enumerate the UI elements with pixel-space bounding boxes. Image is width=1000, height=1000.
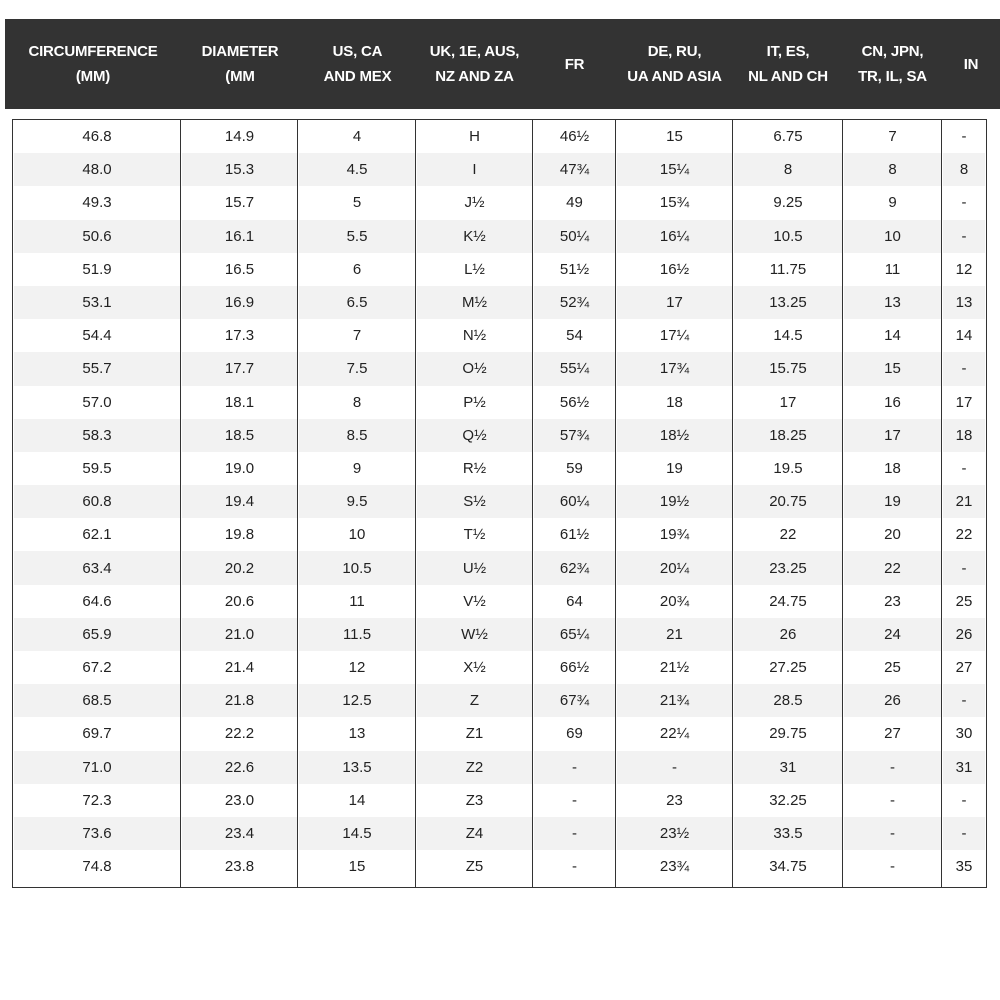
table-cell: 22.6: [182, 751, 297, 784]
table-cell: 57.0: [82, 393, 112, 411]
table-cell: 13.5: [299, 751, 415, 784]
table-cell: 26: [844, 684, 941, 717]
table-cell: 54.4: [82, 327, 112, 345]
table-cell: 50¼: [534, 220, 615, 253]
table-cell: 4: [352, 128, 362, 146]
table-cell: 8: [352, 393, 362, 411]
table-row: [13, 850, 986, 883]
table-cell: -: [572, 858, 577, 876]
table-cell: W½: [417, 618, 532, 651]
column-header: CN, JPN, TR, IL, SA: [858, 43, 927, 85]
table-cell: -: [534, 817, 615, 850]
table-cell: 17¾: [617, 352, 732, 385]
table-cell: 61½: [559, 526, 590, 544]
table-row: [13, 386, 986, 419]
table-cell: 19½: [617, 485, 732, 518]
table-cell: Q½: [417, 419, 532, 452]
table-cell: 60¼: [534, 485, 615, 518]
table-cell: 21.8: [182, 684, 297, 717]
table-cell: 17¼: [659, 327, 690, 345]
table-cell: 19.4: [182, 485, 297, 518]
table-cell: 15: [348, 858, 366, 876]
table-cell: 17.7: [182, 352, 297, 385]
table-cell: 10: [844, 220, 941, 253]
table-cell: 6.5: [299, 286, 415, 319]
table-cell: Z5: [465, 858, 484, 876]
table-cell: -: [890, 791, 895, 809]
table-cell: 8: [734, 153, 842, 186]
table-cell: 62.1: [82, 526, 112, 544]
table-cell: K½: [417, 220, 532, 253]
table-cell: 7: [352, 327, 362, 345]
table-cell: 10.5: [299, 551, 415, 584]
table-cell: 4.5: [299, 153, 415, 186]
table-cell: 13: [844, 286, 941, 319]
table-cell: 11: [884, 260, 901, 278]
table-cell: 18½: [617, 419, 732, 452]
table-cell: 31: [734, 751, 842, 784]
table-cell: 15.75: [734, 352, 842, 385]
table-cell: 9.5: [299, 485, 415, 518]
table-cell: 6.75: [773, 128, 803, 146]
table-cell: 52¾: [534, 286, 615, 319]
table-cell: 27: [884, 725, 901, 743]
table-cell: 56½: [559, 393, 590, 411]
column-header: IN: [963, 55, 979, 73]
table-cell: 21¾: [617, 684, 732, 717]
table-cell: 19.8: [224, 526, 255, 544]
table-cell: Z2: [417, 751, 532, 784]
table-cell: 69: [566, 725, 583, 743]
table-cell: I: [417, 153, 532, 186]
table-cell: 22: [844, 551, 941, 584]
table-cell: 53.1: [14, 286, 180, 319]
table-cell: -: [961, 791, 967, 809]
table-cell: 6: [352, 260, 362, 278]
table-cell: 17: [617, 286, 732, 319]
table-row: [13, 253, 986, 286]
table-cell: 47¾: [534, 153, 615, 186]
table-cell: 14: [884, 327, 901, 345]
table-cell: 69.7: [82, 725, 112, 743]
table-row: [13, 352, 986, 385]
column-header: UK, 1E, AUS, NZ AND ZA: [429, 43, 520, 85]
table-row: [13, 651, 986, 684]
table-cell: 66½: [559, 659, 590, 677]
table-cell: 54: [566, 327, 583, 345]
table-cell: -: [943, 684, 985, 717]
table-row: [13, 319, 986, 352]
column-divider: [297, 120, 298, 887]
table-cell: 15.7: [224, 194, 255, 212]
table-cell: 28.5: [734, 684, 842, 717]
table-cell: 16½: [659, 260, 690, 278]
table-cell: 35: [955, 858, 973, 876]
table-cell: 68.5: [14, 684, 180, 717]
table-cell: 17: [779, 393, 797, 411]
table-cell: 14.5: [773, 327, 803, 345]
table-row: [13, 220, 986, 253]
table-cell: J½: [464, 194, 485, 212]
column-divider: [732, 120, 733, 887]
table-cell: 21.4: [224, 659, 255, 677]
table-cell: 11.75: [769, 260, 807, 278]
table-cell: 25: [884, 659, 901, 677]
table-cell: 21: [617, 618, 732, 651]
table-cell: 55¼: [534, 352, 615, 385]
table-cell: 19¾: [659, 526, 690, 544]
table-cell: -: [943, 352, 985, 385]
table-cell: -: [961, 194, 967, 212]
table-cell: 20¾: [659, 592, 690, 610]
column-divider: [415, 120, 416, 887]
table-cell: 16.5: [224, 260, 255, 278]
table-cell: 26: [943, 618, 985, 651]
table-cell: 58.3: [14, 419, 180, 452]
table-row: [13, 684, 986, 717]
table-cell: 59: [566, 459, 583, 477]
table-cell: T½: [463, 526, 486, 544]
table-cell: 64: [566, 592, 583, 610]
table-row: [13, 618, 986, 651]
table-cell: 16: [884, 393, 901, 411]
table-cell: 23.0: [224, 791, 255, 809]
column-divider: [180, 120, 181, 887]
table-row: [13, 153, 986, 186]
table-cell: -: [961, 128, 967, 146]
table-cell: 57¾: [534, 419, 615, 452]
table-cell: 23½: [617, 817, 732, 850]
table-cell: 15¼: [617, 153, 732, 186]
table-cell: 11: [349, 592, 365, 610]
table-cell: M½: [417, 286, 532, 319]
table-cell: -: [617, 751, 732, 784]
table-cell: 23.8: [224, 858, 255, 876]
table-row: [13, 286, 986, 319]
ring-size-table: [12, 119, 987, 888]
table-cell: L½: [464, 260, 485, 278]
table-cell: 24.75: [769, 592, 807, 610]
table-cell: 32.25: [769, 791, 807, 809]
table-cell: 7.5: [299, 352, 415, 385]
table-cell: R½: [462, 459, 487, 477]
table-cell: 46½: [559, 128, 590, 146]
table-cell: 72.3: [82, 791, 112, 809]
table-cell: 13: [348, 725, 366, 743]
table-cell: 22.2: [224, 725, 255, 743]
table-cell: 20.6: [224, 592, 255, 610]
table-cell: 33.5: [734, 817, 842, 850]
table-cell: 22: [955, 526, 973, 544]
table-cell: H: [469, 128, 480, 146]
table-cell: 9: [888, 194, 897, 212]
table-cell: 29.75: [769, 725, 807, 743]
table-cell: 12: [348, 659, 366, 677]
table-cell: 24: [844, 618, 941, 651]
table-cell: 50.6: [14, 220, 180, 253]
table-cell: 17.3: [224, 327, 255, 345]
table-cell: 34.75: [769, 858, 807, 876]
table-cell: -: [890, 858, 895, 876]
table-cell: 63.4: [14, 551, 180, 584]
table-cell: 74.8: [82, 858, 112, 876]
table-cell: 48.0: [14, 153, 180, 186]
table-cell: 22¼: [659, 725, 690, 743]
table-cell: 10: [348, 526, 366, 544]
table-cell: -: [844, 751, 941, 784]
table-cell: 51½: [559, 260, 590, 278]
table-cell: 9: [352, 459, 362, 477]
table-cell: 23: [884, 592, 901, 610]
table-row: [13, 186, 986, 219]
table-row: [13, 817, 986, 850]
table-cell: 49.3: [82, 194, 112, 212]
column-header: CIRCUMFERENCE (MM): [28, 43, 158, 85]
table-cell: 19: [844, 485, 941, 518]
table-cell: 14: [955, 327, 973, 345]
table-cell: 5.5: [299, 220, 415, 253]
table-cell: 23.4: [182, 817, 297, 850]
table-cell: 16¼: [617, 220, 732, 253]
table-cell: -: [572, 791, 577, 809]
table-cell: O½: [417, 352, 532, 385]
table-cell: 11.5: [299, 618, 415, 651]
table-row: [13, 419, 986, 452]
column-header: DIAMETER (MM: [201, 43, 279, 85]
table-cell: 18.1: [224, 393, 255, 411]
column-header: DE, RU, UA AND ASIA: [627, 43, 722, 85]
table-row: [13, 717, 986, 750]
table-cell: 20.2: [182, 551, 297, 584]
table-cell: U½: [417, 551, 532, 584]
table-cell: 22: [779, 526, 797, 544]
table-cell: 8: [943, 153, 985, 186]
table-cell: 14.5: [299, 817, 415, 850]
table-cell: 21½: [659, 659, 690, 677]
table-cell: 13.25: [734, 286, 842, 319]
table-cell: -: [943, 817, 985, 850]
table-cell: 15: [844, 352, 941, 385]
table-cell: 65.9: [14, 618, 180, 651]
table-cell: Z3: [465, 791, 484, 809]
table-cell: Z4: [417, 817, 532, 850]
table-cell: S½: [417, 485, 532, 518]
table-cell: P½: [463, 393, 486, 411]
table-cell: 10.5: [734, 220, 842, 253]
table-cell: 19.0: [224, 459, 255, 477]
table-cell: 17: [844, 419, 941, 452]
table-cell: 60.8: [14, 485, 180, 518]
table-row: [13, 518, 986, 551]
column-divider: [615, 120, 616, 887]
table-row: [13, 120, 986, 153]
table-row: [13, 784, 986, 817]
column-divider: [532, 120, 533, 887]
table-cell: 65¼: [534, 618, 615, 651]
table-cell: 20¼: [617, 551, 732, 584]
column-divider: [842, 120, 843, 887]
table-cell: 27: [955, 659, 973, 677]
table-cell: 67.2: [82, 659, 112, 677]
table-cell: N½: [462, 327, 487, 345]
table-cell: 16.1: [182, 220, 297, 253]
table-cell: 73.6: [14, 817, 180, 850]
table-cell: 20.75: [734, 485, 842, 518]
table-cell: 49: [566, 194, 583, 212]
column-header: US, CA AND MEX: [323, 43, 392, 85]
table-row: [13, 585, 986, 618]
table-cell: 59.5: [82, 459, 112, 477]
table-cell: 9.25: [773, 194, 803, 212]
table-cell: 46.8: [82, 128, 112, 146]
table-cell: 12: [955, 260, 973, 278]
table-cell: 55.7: [14, 352, 180, 385]
table-cell: 12.5: [299, 684, 415, 717]
table-cell: 15.3: [182, 153, 297, 186]
table-cell: 21: [943, 485, 985, 518]
column-divider: [941, 120, 942, 887]
table-cell: 7: [888, 128, 897, 146]
table-cell: 16.9: [182, 286, 297, 319]
table-cell: 13: [943, 286, 985, 319]
table-cell: 8: [844, 153, 941, 186]
table-cell: 21.0: [182, 618, 297, 651]
table-cell: 19: [666, 459, 683, 477]
table-cell: 18: [884, 459, 901, 477]
table-cell: 30: [955, 725, 973, 743]
table-row: [13, 485, 986, 518]
table-cell: 23.25: [734, 551, 842, 584]
table-cell: 8.5: [299, 419, 415, 452]
table-cell: 25: [955, 592, 973, 610]
table-cell: 31: [943, 751, 985, 784]
column-header: FR: [564, 55, 585, 73]
table-cell: 71.0: [14, 751, 180, 784]
table-cell: -: [961, 459, 967, 477]
table-cell: 20: [884, 526, 901, 544]
table-row: [13, 551, 986, 584]
table-cell: 26: [734, 618, 842, 651]
table-cell: -: [844, 817, 941, 850]
table-cell: 15: [666, 128, 683, 146]
table-cell: -: [943, 220, 985, 253]
table-cell: 15¾: [659, 194, 690, 212]
table-cell: 62¾: [534, 551, 615, 584]
table-cell: 23¾: [659, 858, 690, 876]
table-cell: Z: [417, 684, 532, 717]
table-cell: 67¾: [534, 684, 615, 717]
table-cell: -: [943, 551, 985, 584]
table-cell: 17: [955, 393, 973, 411]
table-cell: 51.9: [82, 260, 112, 278]
table-row: [13, 751, 986, 784]
table-cell: 14.9: [224, 128, 255, 146]
table-cell: 23: [666, 791, 683, 809]
table-cell: 18.25: [734, 419, 842, 452]
table-cell: V½: [463, 592, 486, 610]
table-cell: 18: [666, 393, 683, 411]
table-cell: 19.5: [773, 459, 803, 477]
table-cell: 18.5: [182, 419, 297, 452]
table-cell: -: [534, 751, 615, 784]
table-cell: Z1: [465, 725, 484, 743]
table-cell: 27.25: [769, 659, 807, 677]
table-header: [5, 19, 1000, 109]
table-cell: 64.6: [82, 592, 112, 610]
table-row: [13, 452, 986, 485]
table-cell: 18: [943, 419, 985, 452]
table-cell: X½: [463, 659, 486, 677]
table-cell: 5: [352, 194, 362, 212]
column-header: IT, ES, NL AND CH: [748, 43, 828, 85]
table-cell: 14: [348, 791, 366, 809]
